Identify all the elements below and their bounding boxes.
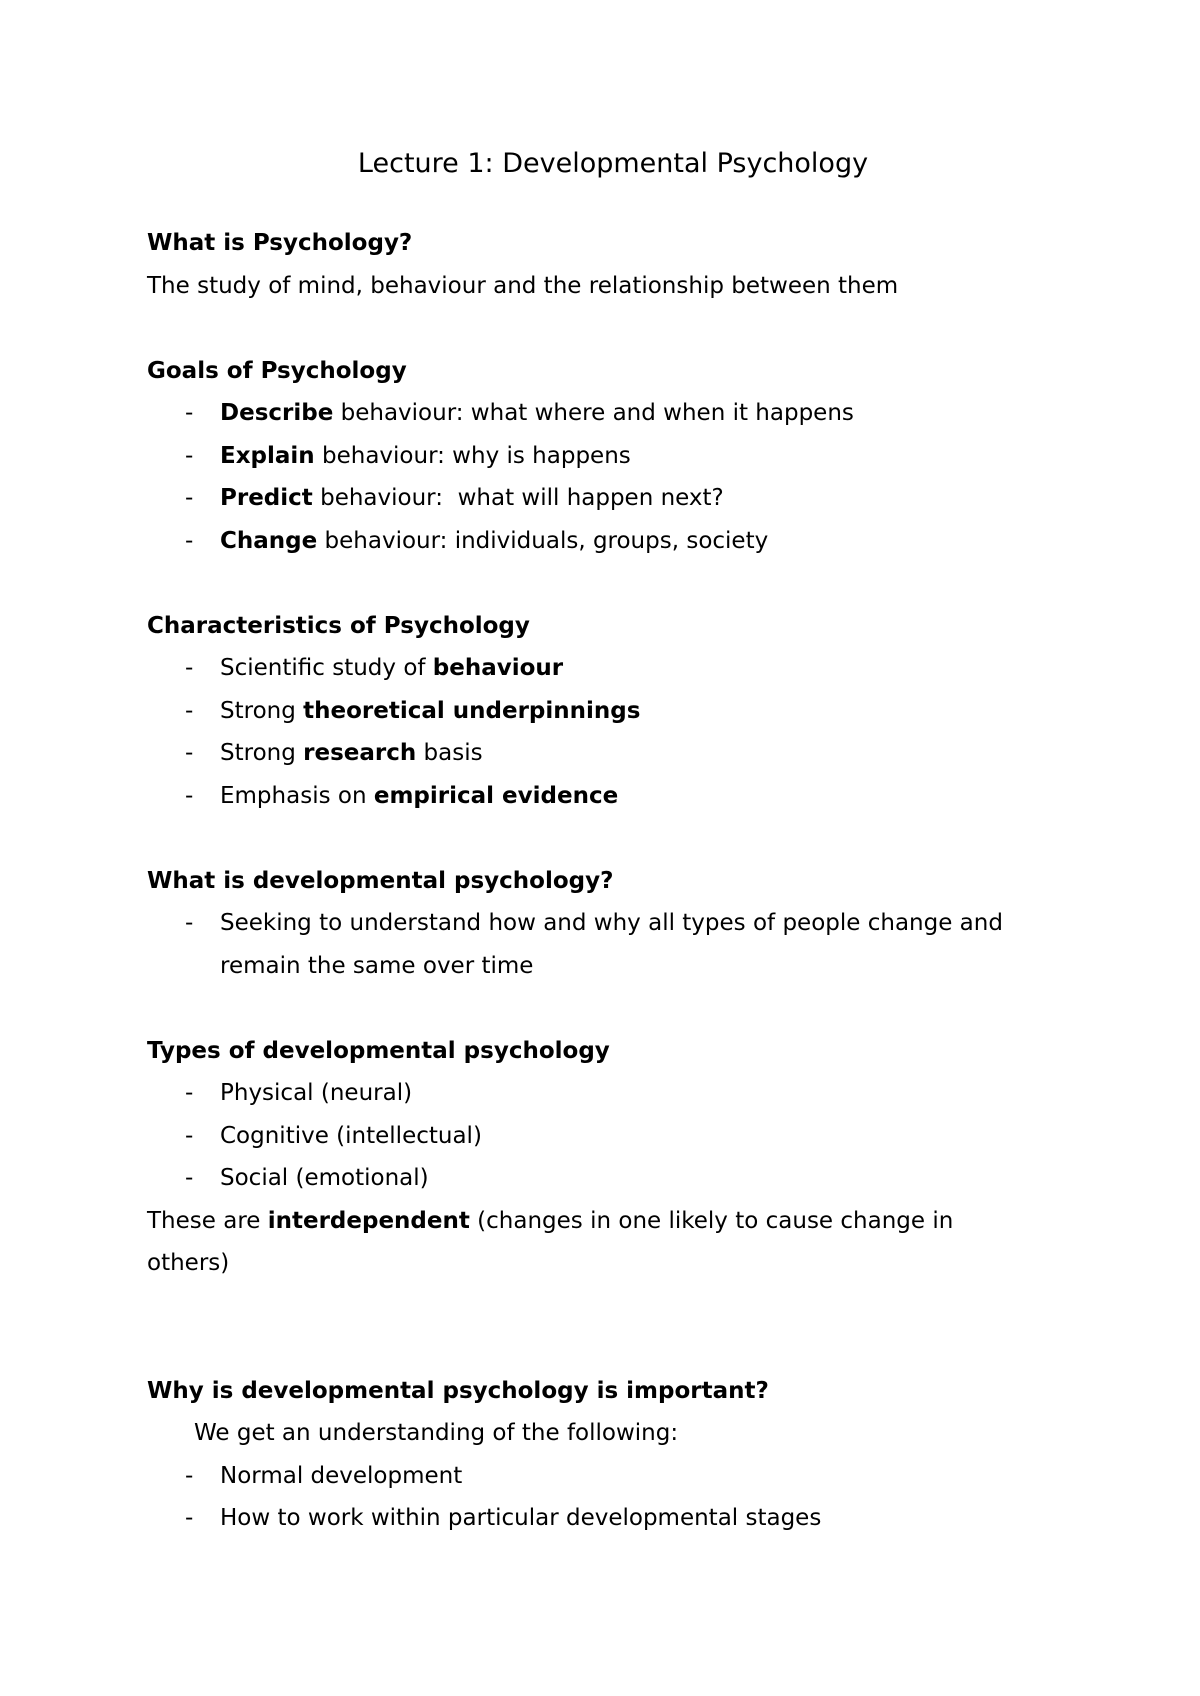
document-title: Lecture 1: Developmental Psychology: [357, 148, 869, 179]
list-item: [147, 1115, 1067, 1158]
dash-bullet: -: [185, 1122, 194, 1149]
characteristics-list: [147, 647, 1067, 817]
item-text: Emphasis on: [220, 782, 374, 809]
importance-list: [147, 1455, 1067, 1540]
dash-bullet: -: [185, 527, 194, 554]
dash-bullet: -: [185, 485, 194, 511]
importance-intro: We get an understanding of the following:: [194, 1420, 679, 1446]
dash-bullet: -: [185, 400, 194, 426]
section-heading: Types of developmental psychology: [147, 1037, 610, 1064]
section-what-is-developmental: [147, 860, 1067, 988]
document-page: [147, 146, 1067, 1582]
item-text: Normal development: [220, 1462, 463, 1489]
bold-term: Explain: [220, 442, 315, 469]
note-text: These are: [147, 1207, 268, 1234]
types-list: [147, 1072, 1067, 1200]
list-item: [147, 775, 1067, 818]
list-item: [147, 1157, 1067, 1200]
dash-bullet: -: [185, 1080, 194, 1106]
section-importance: [147, 1370, 1067, 1540]
list-item: [147, 520, 1067, 563]
dash-bullet: -: [185, 697, 194, 724]
blank-line: [147, 1327, 1067, 1370]
list-item: [147, 690, 1067, 733]
note-text: (changes in one likely to cause change in others): [147, 1207, 954, 1276]
item-text: Social (emotional): [220, 1165, 429, 1191]
bold-term: behaviour: [432, 655, 564, 681]
item-text: behaviour: individuals, groups, society: [317, 527, 769, 554]
list-item: [147, 732, 1067, 775]
bold-term: interdependent: [267, 1207, 470, 1234]
item-text: How to work within particular developmental stages: [220, 1505, 822, 1531]
bold-term: theoretical underpinnings: [303, 697, 641, 724]
list-item: [147, 1072, 1067, 1115]
list-item: [147, 392, 1067, 435]
item-text: Cognitive (intellectual): [220, 1122, 482, 1149]
dash-bullet: -: [185, 910, 194, 936]
section-heading: Why is developmental psychology is important?: [147, 1377, 769, 1404]
item-text: Physical (neural): [220, 1080, 413, 1106]
dash-bullet: -: [185, 1505, 194, 1531]
list-item: [147, 1455, 1067, 1498]
section-heading: Goals of Psychology: [147, 357, 407, 384]
bold-term: Change: [220, 527, 318, 554]
bold-term: research: [303, 740, 417, 766]
dash-bullet: -: [185, 442, 194, 469]
bold-term: empirical evidence: [373, 782, 619, 809]
dash-bullet: -: [185, 740, 194, 766]
item-text: basis: [416, 740, 483, 766]
section-heading: What is Psychology?: [147, 230, 413, 256]
bold-term: Predict: [220, 485, 313, 511]
bold-term: Describe: [220, 400, 334, 426]
list-item: [147, 477, 1067, 520]
section-types: [147, 1030, 1067, 1285]
item-text: Scientific study of: [220, 655, 433, 681]
dash-bullet: -: [185, 1165, 194, 1191]
dash-bullet: -: [185, 782, 194, 809]
list-item: [147, 1497, 1067, 1540]
definition-text: The study of mind, behaviour and the relationship between them: [147, 272, 899, 299]
list-item: [147, 902, 1067, 987]
item-text: Strong: [220, 697, 304, 724]
item-text: behaviour: why is happens: [314, 442, 631, 469]
item-text: behaviour: what where and when it happens: [333, 400, 854, 426]
section-goals: [147, 350, 1067, 563]
dash-bullet: -: [185, 1462, 194, 1489]
interdependence-note: [147, 1200, 1067, 1285]
item-text: behaviour: what will happen next?: [312, 485, 724, 511]
section-what-is-psychology: [147, 222, 1067, 307]
section-characteristics: [147, 605, 1067, 818]
section-heading: Characteristics of Psychology: [147, 612, 530, 639]
item-text: Strong: [220, 740, 304, 766]
dash-bullet: -: [185, 655, 194, 681]
list-item: [147, 647, 1067, 690]
list-item: [147, 435, 1067, 478]
developmental-definition-list: [147, 902, 1067, 987]
item-text: Seeking to understand how and why all types of people change and remain the same over time: [220, 910, 1003, 979]
goals-list: [147, 392, 1067, 562]
section-heading: What is developmental psychology?: [147, 867, 614, 894]
